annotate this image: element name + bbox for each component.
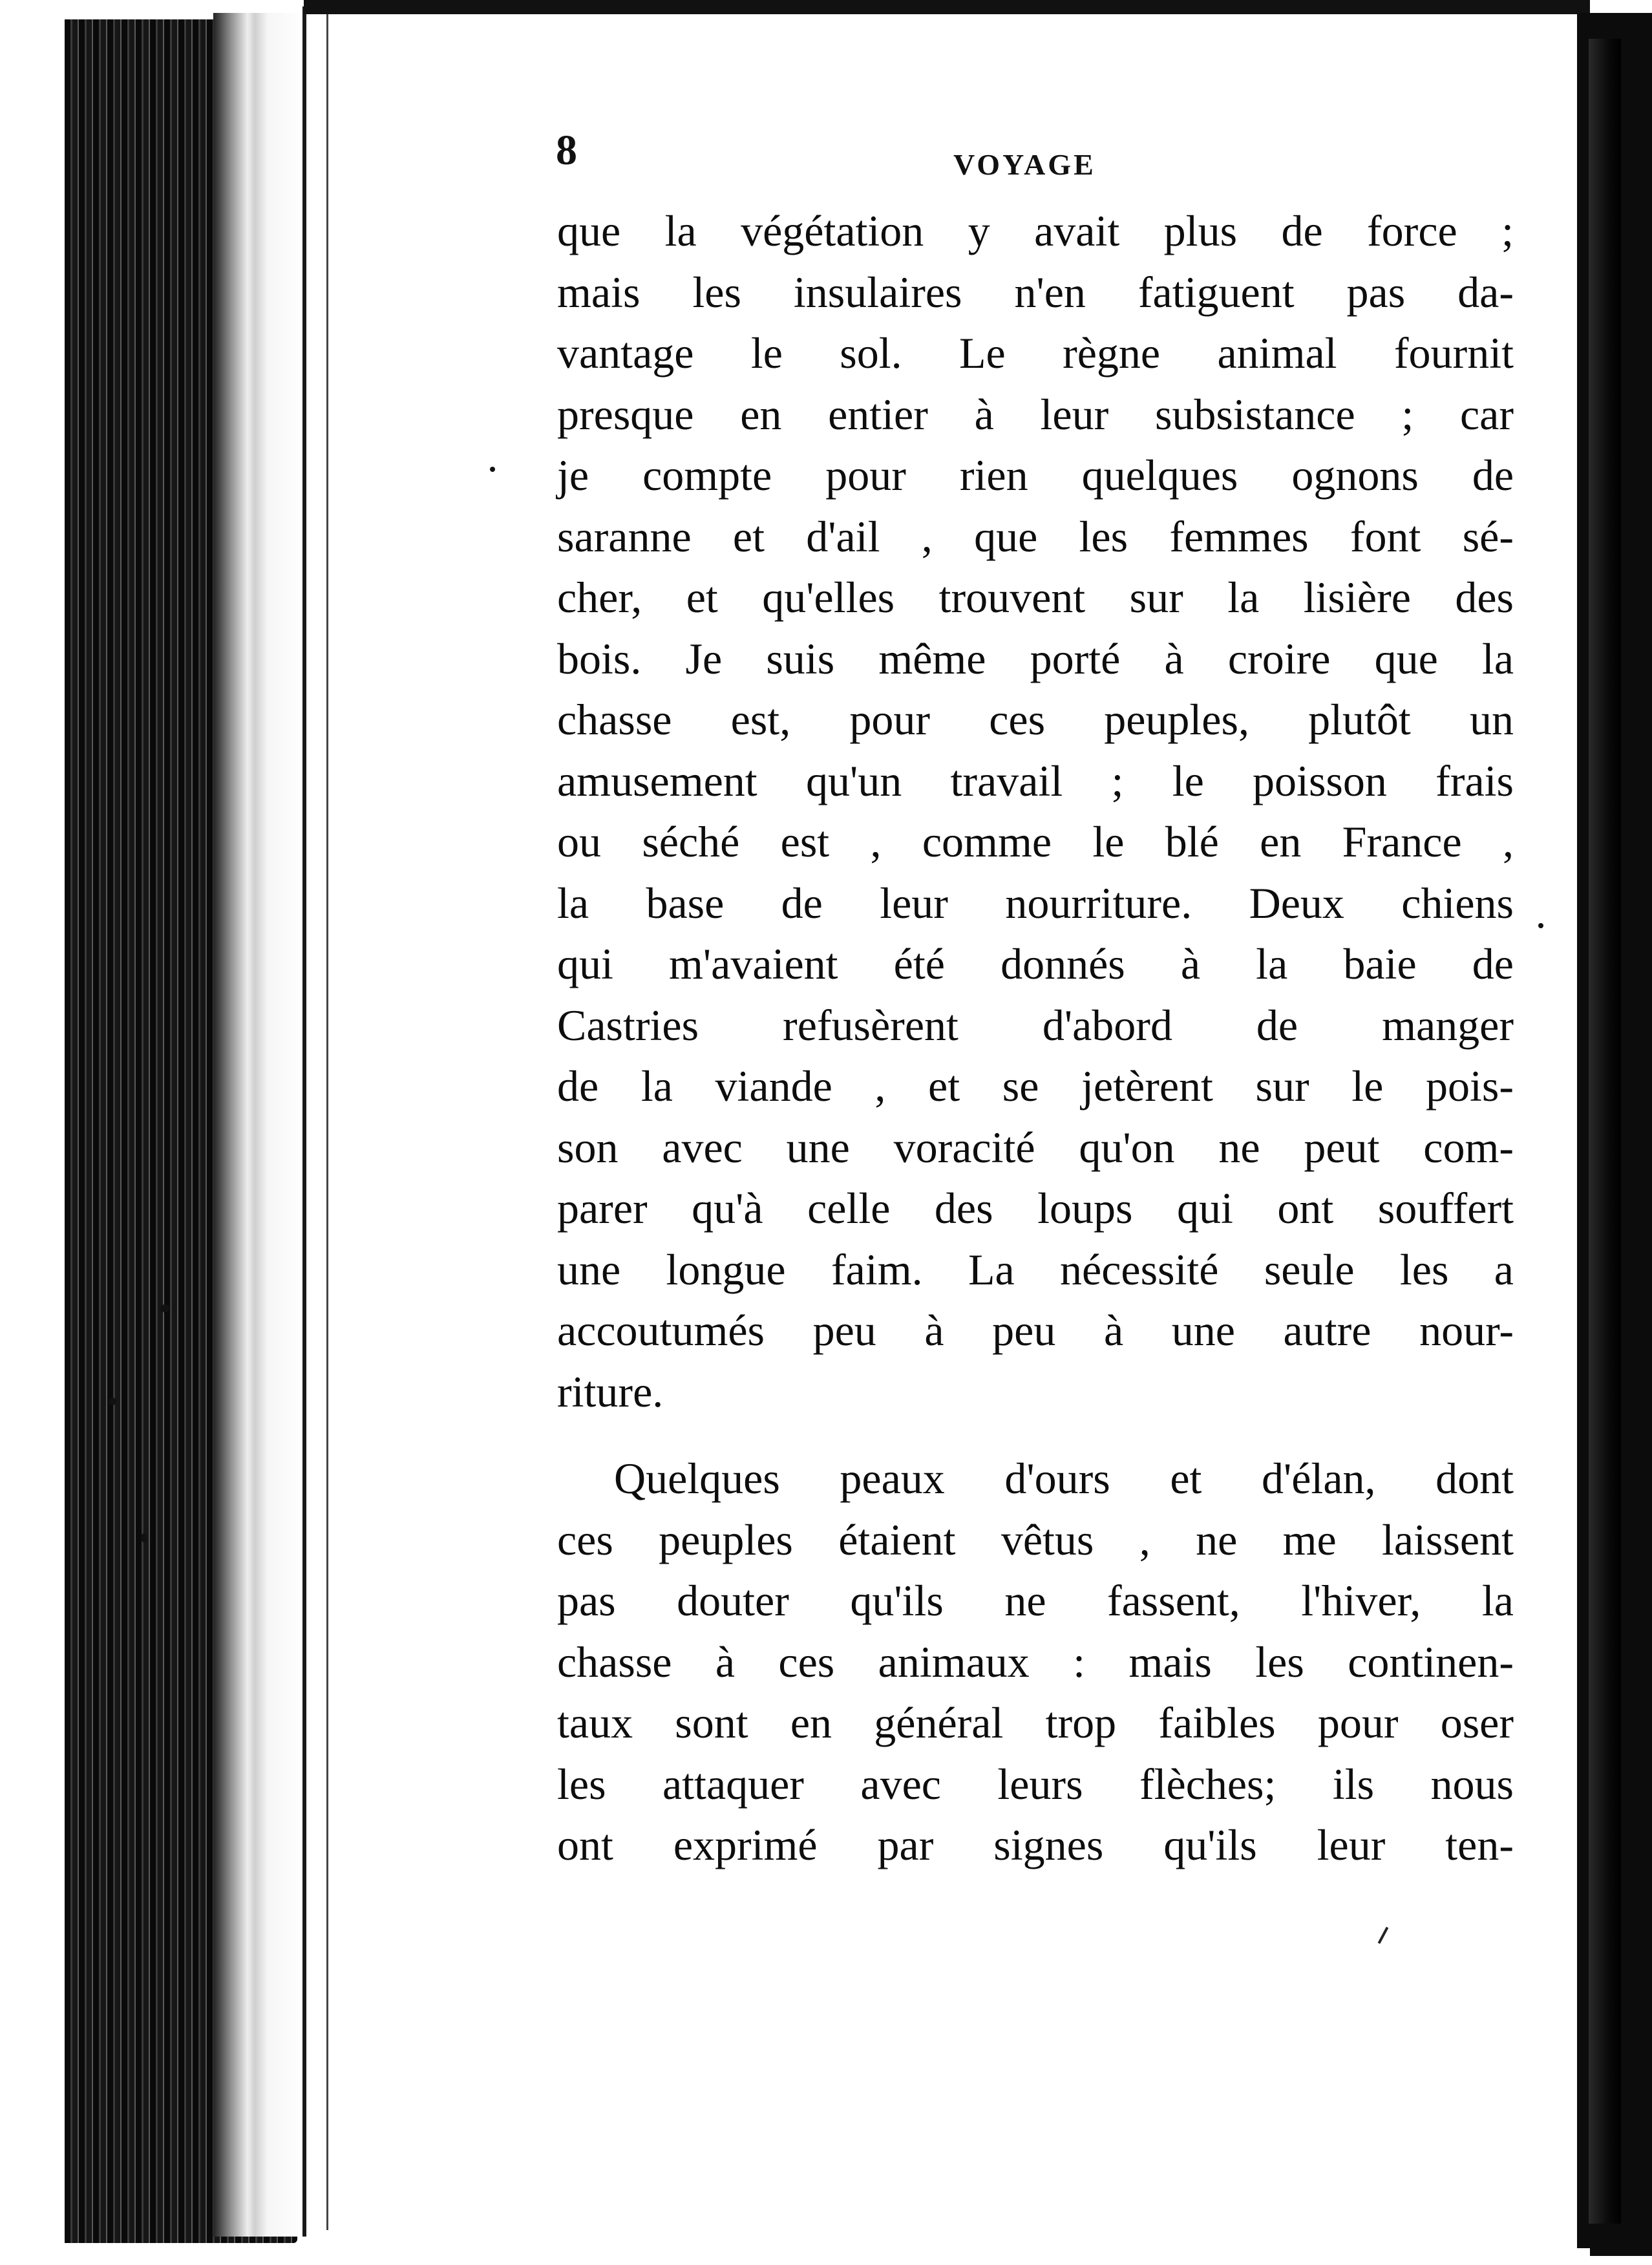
paragraph-2: [557, 1448, 1514, 1876]
text-line: qui m'avaient été donnés à la baie de: [557, 939, 1514, 988]
text-line: presque en entier à leur subsistance ; car: [557, 389, 1514, 439]
text-line: Quelques peaux d'ours et d'élan, dont: [614, 1454, 1514, 1503]
text-line: que la végétation y avait plus de force ;: [557, 206, 1514, 255]
page-edge-gradient: [213, 13, 304, 2237]
running-head: VOYAGE: [953, 148, 1096, 181]
text-line: amusement qu'un travail ; le poisson frais: [557, 756, 1514, 805]
text-line: la base de leur nourriture. Deux chiens: [557, 878, 1514, 928]
text-line: accoutumés peu à peu à une autre nour-: [557, 1306, 1514, 1355]
text-line: de la viande , et se jetèrent sur le pois-: [557, 1061, 1514, 1111]
text-line: les attaquer avec leurs flèches; ils nous: [557, 1759, 1514, 1809]
text-line: taux sont en général trop faibles pour oser: [557, 1698, 1514, 1747]
text-line: chasse est, pour ces peuples, plutôt un: [557, 695, 1514, 744]
scan-top-border: [304, 0, 1590, 14]
page-leaf-edge-inner: [326, 6, 328, 2230]
text-line: vantage le sol. Le règne animal fournit: [557, 328, 1514, 377]
page-number: 8: [556, 127, 577, 174]
paragraph-spacer: [557, 1422, 1514, 1448]
text-line: saranne et d'ail , que les femmes font sé-: [557, 511, 1514, 561]
text-line: parer qu'à celle des loups qui ont souffert: [557, 1184, 1514, 1233]
text-line: bois. Je suis même porté à croire que la: [557, 633, 1514, 683]
text-line: pas douter qu'ils ne fassent, l'hiver, la: [557, 1576, 1514, 1625]
text-line: riture.: [557, 1366, 664, 1416]
body-text: [557, 200, 1514, 1876]
scan-bottom-margin: [304, 2248, 1590, 2265]
text-line: ou séché est , comme le blé en France ,: [557, 817, 1514, 866]
text-line: Castries refusèrent d'abord de manger: [557, 1000, 1514, 1050]
text-line: ces peuples étaient vêtus , ne me laissent: [557, 1515, 1514, 1564]
text-line: son avec une voracité qu'on ne peut com-: [557, 1122, 1514, 1172]
paragraph-1: [557, 200, 1514, 1422]
page-leaf-edge: [302, 6, 306, 2237]
scan-right-shadow: [1589, 39, 1621, 2224]
text-line: mais les insulaires n'en fatiguent pas da-: [557, 267, 1514, 317]
text-line: ont exprimé par signes qu'ils leur ten-: [557, 1820, 1514, 1869]
text-line: cher, et qu'elles trouvent sur la lisière des: [557, 573, 1514, 622]
text-line: je compte pour rien quelques ognons de: [557, 451, 1514, 500]
text-line: chasse à ces animaux : mais les continen-: [557, 1637, 1514, 1686]
scan-mark: [1378, 1927, 1389, 1944]
text-line: une longue faim. La nécessité seule les a: [557, 1244, 1514, 1294]
